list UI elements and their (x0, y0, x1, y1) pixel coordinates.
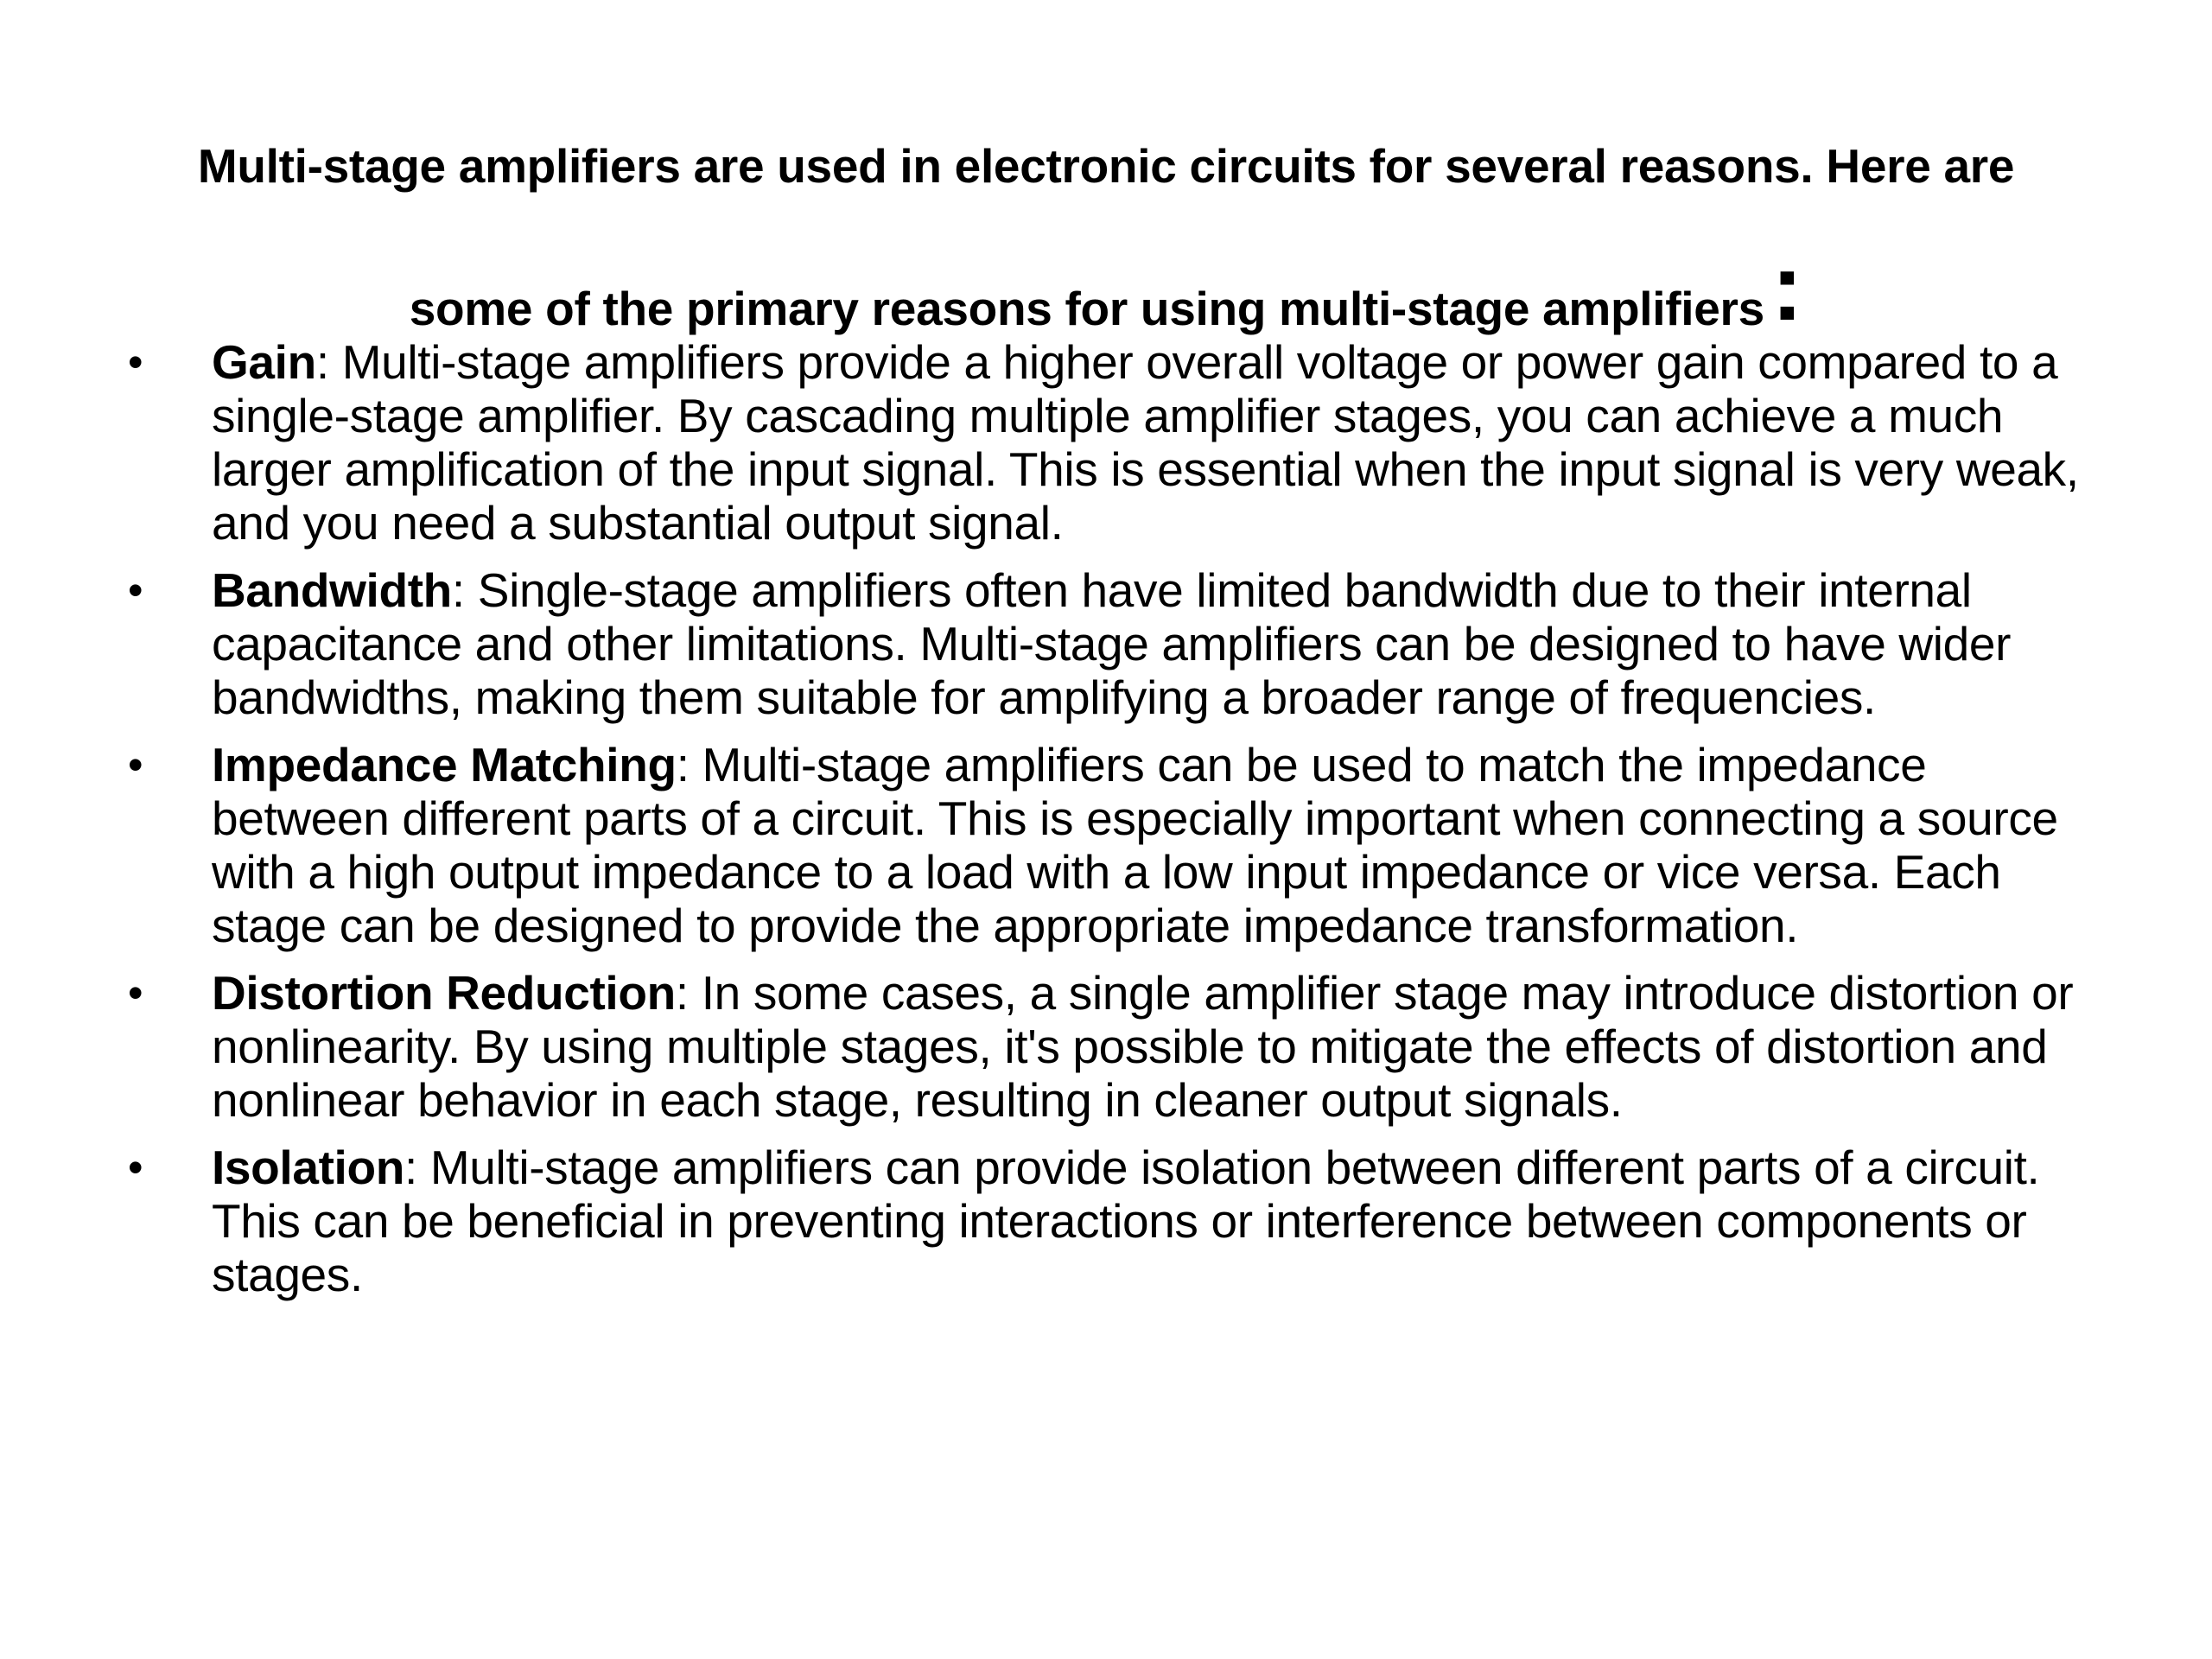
bullet-icon: • (128, 1143, 143, 1192)
bullet-distortion-reduction (121, 966, 2100, 1127)
bullet-gain (121, 335, 2100, 550)
title-line-1: Multi-stage amplifiers are used in electronic circuits for several reasons. Here are (197, 139, 2015, 193)
bullet-icon: • (128, 741, 143, 789)
bullet-text: : Multi-stage amplifiers can be used to match the impedance between different parts of a circuit. This is especially important when connecting a source with a high output impedance to a load with a low input impedance or vice versa. Each stage can be designed to provide the appropriate impedance transformation. (212, 738, 2058, 952)
bullet-isolation (121, 1141, 2100, 1301)
bullet-term: Impedance Matching (212, 738, 677, 791)
title-colon: : (1770, 234, 1803, 340)
bullet-term: Bandwidth (212, 563, 452, 617)
bullet-term: Distortion Reduction (212, 966, 676, 1020)
bullet-term: Isolation (212, 1141, 404, 1194)
bullet-text: : Single-stage amplifiers often have limited bandwidth due to their internal capacitance and other limitations. Multi-stage amplifiers can be designed to have wider bandwidths, making them suitable for amplifying a broader range of frequencies. (212, 563, 2012, 724)
bullet-list (121, 335, 2100, 1315)
bullet-icon: • (128, 338, 143, 386)
bullet-icon: • (128, 566, 143, 614)
bullet-text: : Multi-stage amplifiers can provide isolation between different parts of a circuit. This can be beneficial in preventing interactions or interference between components or stages. (212, 1141, 2040, 1301)
bullet-impedance-matching (121, 738, 2100, 952)
bullet-text: : In some cases, a single amplifier stage may introduce distortion or nonlinearity. By using multiple stages, it's possible to mitigate the effects of distortion and nonlinear behavior in each stage, resulting in cleaner output signals. (212, 966, 2074, 1127)
bullet-icon: • (128, 969, 143, 1017)
title-line-2: some of the primary reasons for using multi-stage amplifiers (409, 282, 1764, 335)
bullet-term: Gain (212, 335, 316, 389)
bullet-text: : Multi-stage amplifiers provide a higher overall voltage or power gain compared to a single-stage amplifier. By cascading multiple amplifier stages, you can achieve a much larger amplification of the input signal. This is essential when the input signal is very weak, and you need a substantial output signal. (212, 335, 2079, 550)
bullet-bandwidth (121, 563, 2100, 724)
